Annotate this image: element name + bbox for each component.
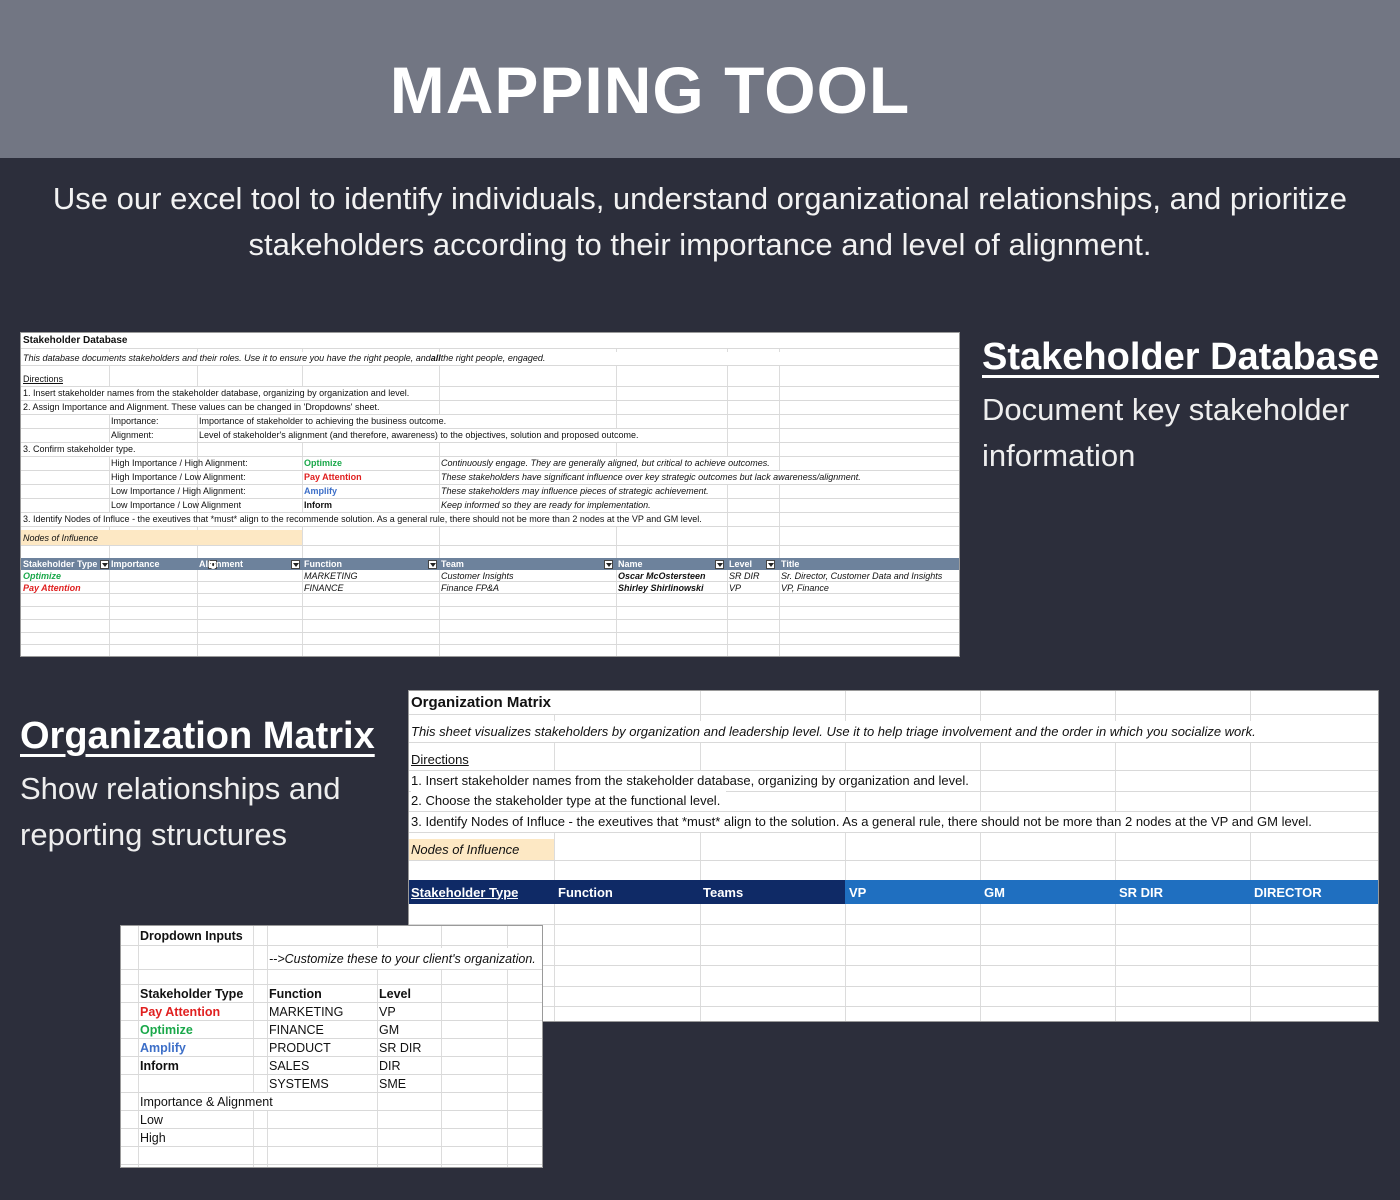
om-header-vp[interactable]: VP	[849, 884, 867, 900]
table-row[interactable]	[409, 945, 1378, 966]
list-item[interactable]: Inform SALES DIR	[121, 1057, 542, 1075]
db-type-row: High Importance / High Alignment: Optimize Continuously engage. They are generally aligned, but critical to achieve outcomes.	[21, 457, 959, 471]
organization-matrix-heading: Organization Matrix	[20, 715, 375, 757]
db-direction-1: 1. Insert stakeholder names from the stakeholder database, organizing by organization and level.	[21, 387, 959, 401]
table-row[interactable]	[409, 904, 1378, 925]
om-header-gm[interactable]: GM	[984, 884, 1005, 900]
dd-title: Dropdown Inputs	[140, 928, 243, 943]
db-direction-4: 3. Identify Nodes of Influce - the exeutives that *must* align to the recommende solution. As a general rule, there should not be more than 2 nodes at the VP and GM level.	[21, 513, 959, 527]
om-direction-1: 1. Insert stakeholder names from the stakeholder database, organizing by organization and level.	[409, 771, 1378, 792]
stakeholder-database-sheet	[20, 332, 960, 657]
filter-dropdown-icon[interactable]	[428, 560, 437, 569]
db-type-row: Low Importance / Low Alignment Inform Keep informed so they are ready for implementation.	[21, 499, 959, 513]
stakeholder-database-heading: Stakeholder Database	[982, 336, 1380, 378]
dd-header-row: Stakeholder Type Function Level	[121, 985, 542, 1003]
filter-dropdown-icon[interactable]	[100, 560, 109, 569]
db-direction-2: 2. Assign Importance and Alignment. These values can be changed in 'Dropdowns' sheet.	[21, 401, 959, 415]
db-header-name[interactable]: Name	[618, 558, 724, 570]
dd-title-row	[121, 926, 542, 946]
table-row[interactable]: Optimize MARKETING Customer Insights Oscar McOstersteen SR DIR Sr. Director, Customer Data and Insights	[21, 570, 959, 582]
om-title-row	[409, 691, 1378, 715]
list-item[interactable]: High	[121, 1129, 542, 1147]
list-item[interactable]: Low	[121, 1111, 542, 1129]
filter-dropdown-icon[interactable]	[291, 560, 300, 569]
list-item[interactable]: SYSTEMS SME	[121, 1075, 542, 1093]
db-header-alignment[interactable]: Alignment	[199, 558, 300, 570]
db-alignment-row: Alignment: Level of stakeholder's alignment (and therefore, awareness) to the objectives, solution and proposed outcome.	[21, 429, 959, 443]
db-type-row: High Importance / Low Alignment: Pay Attention These stakeholders have significant influence over key strategic outcomes but lack awareness/alignment.	[21, 471, 959, 485]
om-description: This sheet visualizes stakeholders by organization and leadership level. Use it to help triage involvement and the order in which you socialize work.	[411, 721, 1262, 742]
table-row[interactable]	[409, 966, 1378, 987]
dropdown-inputs-sheet	[120, 925, 543, 1168]
om-header-function[interactable]: Function	[558, 884, 613, 900]
organization-matrix-sheet	[408, 690, 1379, 1022]
organization-matrix-description: Show relationships and reporting structures	[20, 771, 341, 852]
list-item[interactable]: Optimize FINANCE GM	[121, 1021, 542, 1039]
table-row[interactable]	[21, 620, 959, 633]
table-row[interactable]	[21, 607, 959, 620]
stakeholder-database-description: Document key stakeholder information	[982, 392, 1350, 473]
om-header-teams[interactable]: Teams	[703, 884, 744, 900]
db-header-function[interactable]: Function	[304, 558, 437, 570]
om-direction-3: 3. Identify Nodes of Influce - the exeutives that *must* align to the solution. As a general rule, there should not be more than 2 nodes at the VP and GM level.	[409, 812, 1378, 833]
db-importance-row: Importance: Importance of stakeholder to achieving the business outcome.	[21, 415, 959, 429]
db-header-title[interactable]: Title	[781, 559, 800, 569]
om-directions: Directions	[411, 750, 475, 770]
db-header-team[interactable]: Team	[441, 558, 613, 570]
om-header-director[interactable]: DIRECTOR	[1254, 884, 1322, 900]
list-item[interactable]: Amplify PRODUCT SR DIR	[121, 1039, 542, 1057]
db-header-importance[interactable]: Importance	[111, 558, 217, 570]
dd-note-row	[121, 948, 542, 970]
om-nodes-row	[409, 839, 1378, 861]
filter-dropdown-icon[interactable]	[715, 560, 724, 569]
db-header-level[interactable]: Level	[729, 558, 775, 570]
list-item[interactable]: Pay Attention MARKETING VP	[121, 1003, 542, 1021]
om-directions-row	[409, 750, 1378, 771]
db-title-row	[21, 333, 959, 349]
table-row[interactable]	[21, 633, 959, 645]
om-header-stakeholder-type[interactable]: Stakeholder Type	[411, 884, 519, 900]
om-direction-2: 2. Choose the stakeholder type at the functional level.	[409, 791, 1378, 812]
db-header-stakeholder-type[interactable]: Stakeholder Type	[23, 558, 109, 570]
dd-ia-label-row: Importance & Alignment	[121, 1093, 542, 1111]
db-direction-3: 3. Confirm stakeholder type.	[21, 443, 959, 457]
table-row[interactable]	[21, 645, 959, 657]
nodes-of-influence-label: Nodes of Influence	[21, 530, 302, 545]
title-banner	[0, 0, 1400, 158]
db-description-row	[21, 352, 959, 366]
om-title: Organization Matrix	[411, 691, 557, 714]
filter-dropdown-icon[interactable]	[766, 560, 775, 569]
om-table-header	[409, 880, 1378, 904]
table-row[interactable]	[409, 925, 1378, 946]
db-directions-row	[21, 373, 959, 387]
nodes-of-influence-label: Nodes of Influence	[409, 839, 554, 860]
om-description-row	[409, 721, 1378, 743]
om-header-sr-dir[interactable]: SR DIR	[1119, 884, 1164, 900]
page-title: MAPPING TOOL	[389, 53, 911, 127]
filter-dropdown-icon[interactable]	[604, 560, 613, 569]
db-title: Stakeholder Database	[23, 333, 132, 348]
db-description: This database documents stakeholders and their roles. Use it to ensure you have the right people, and all the right people, engaged.	[23, 352, 549, 365]
db-type-row: Low Importance / High Alignment: Amplify These stakeholders may influence pieces of strategic achievement.	[21, 485, 959, 499]
db-nodes-row	[21, 530, 959, 546]
intro-text: Use our excel tool to identify individuals, understand organizational relationships, and prioritize stakeholders according to their importance and level of alignment.	[52, 181, 1348, 262]
db-directions: Directions	[23, 374, 64, 385]
db-table-header	[21, 558, 959, 570]
table-row[interactable]: Pay Attention FINANCE Finance FP&A Shirley Shirlinowski VP VP, Finance	[21, 582, 959, 594]
table-row[interactable]	[409, 986, 1378, 1007]
table-row[interactable]	[21, 594, 959, 607]
dd-note: -->Customize these to your client's organization.	[269, 948, 540, 969]
